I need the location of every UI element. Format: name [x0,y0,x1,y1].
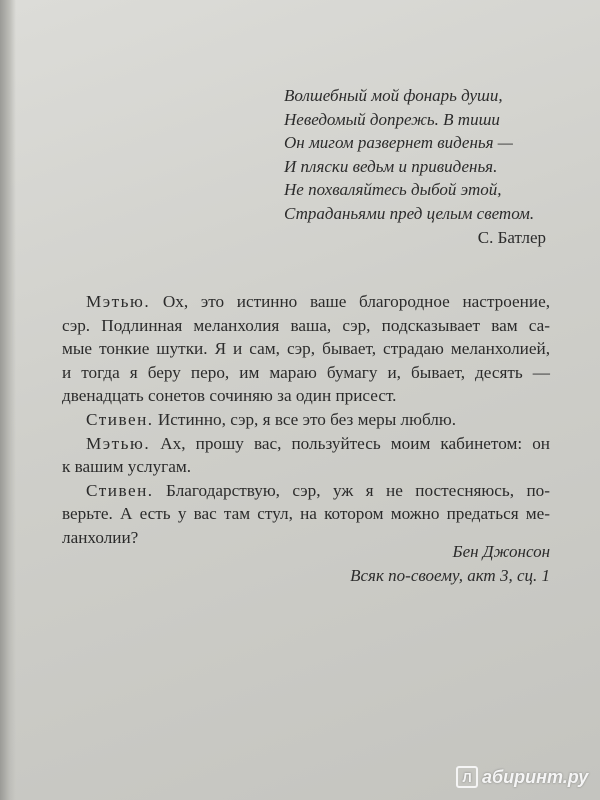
dialogue-line: и тогда я беру перо, им мараю бумагу и, бывает, десять — [62,362,550,382]
dialogue-text: Благодарствую, сэр, уж я не постесняюсь, по- [166,480,550,500]
speaker-name: Стивен. [86,409,154,429]
epigraph-line: Он мигом развернет виденья — [284,133,513,152]
page-edge-shadow [0,0,16,800]
epigraph-poem [284,84,544,225]
epigraph-line: Страданьями пред целым светом. [284,203,535,223]
dialogue-line: к вашим услугам. [62,457,192,477]
watermark-text: абиринт.ру [482,766,589,787]
dialogue-line: верьте. А есть у вас там стул, на котором можно предаться ме- [62,504,550,524]
credit-author: Бен Джонсон [452,542,550,561]
watermark [456,766,588,788]
dialogue-line: ланхолии? [62,527,139,547]
dialogue-paragraph [62,479,550,550]
dialogue-text: Истинно, сэр, я все это без меры люблю. [157,409,456,429]
dialogue-text: Ох, это истинно ваше благородное настроение, [162,292,551,311]
epigraph-line: Не похваляйтесь дыбой этой, [284,180,502,199]
watermark-logo-icon: Л [456,766,478,788]
epigraph-line: И пляски ведьм и привиденья. [284,156,498,176]
speaker-name: Мэтью. [86,433,151,453]
dialogue-line [62,408,550,432]
epigraph-line: Неведомый допрежь. В тиши [284,109,500,129]
dialogue-paragraph [62,408,550,432]
dialogue-line [62,479,550,503]
dialogue-text: Ах, прошу вас, пользуйтесь моим кабинетом: он [160,433,550,453]
dialogue-line: двенадцать сонетов сочиняю за один присест. [62,386,397,406]
dialogue-line [62,290,550,314]
dialogue-block [62,290,550,550]
dialogue-line [62,432,550,456]
epigraph-author: С. Батлер [477,228,546,247]
credit-work: Всяк по-своему, акт 3, сц. 1 [350,566,550,585]
speaker-name: Стивен. [86,480,154,500]
epigraph-line: Волшебный мой фонарь души, [284,86,503,105]
dialogue-line: мые тонкие шутки. Я и сам, сэр, бывает, страдаю меланхолией, [62,339,550,359]
dialogue-paragraph [62,432,550,479]
dialogue-line: сэр. Подлинная меланхолия ваша, сэр, подсказывает вам са- [62,315,550,335]
speaker-name: Мэтью. [86,292,151,311]
dialogue-paragraph [62,290,550,408]
